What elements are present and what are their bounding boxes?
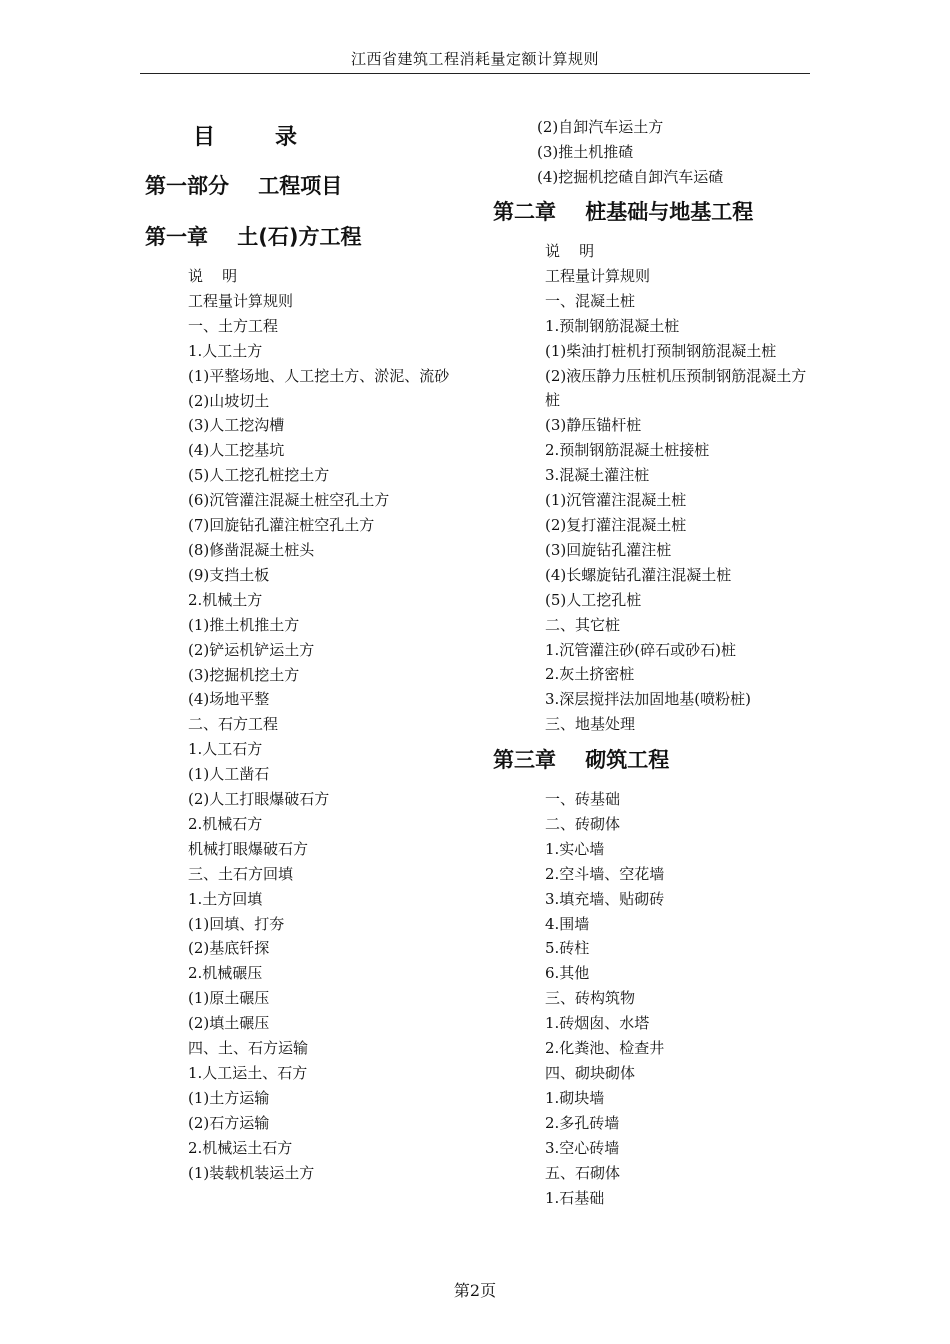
toc-entry: 二、砖砌体: [545, 814, 621, 833]
toc-entry: (3)回旋钻孔灌注桩: [545, 540, 672, 559]
toc-entry: (5)人工挖孔桩挖土方: [188, 466, 330, 485]
toc-entry: 说 明: [545, 242, 595, 260]
toc-entry: 一、砖基础: [545, 790, 621, 808]
toc-title: 目录: [193, 125, 358, 150]
toc-entry: 3.混凝土灌注桩: [545, 466, 650, 485]
toc-entry: (2)复打灌注混凝土桩: [545, 515, 687, 534]
chapter-2-item-list: [545, 239, 815, 737]
toc-entry: 2.机械石方: [188, 814, 263, 833]
toc-entry: 1.沉管灌注砂(碎石或砂石)桩: [545, 640, 737, 659]
chapter-2-title: 第二章 桩基础与地基工程: [493, 200, 754, 224]
toc-entry: 1.实心墙: [545, 839, 605, 858]
toc-entry: 2.多孔砖墙: [545, 1113, 620, 1132]
toc-entry: (2)基底钎探: [188, 939, 270, 958]
toc-entry: (2)山坡切土: [188, 391, 270, 410]
toc-entry: 3.空心砖墙: [545, 1138, 620, 1157]
toc-entry: 2.机械土方: [188, 590, 263, 609]
toc-entry: 三、土石方回填: [188, 864, 294, 883]
toc-entry: 工程量计算规则: [545, 266, 651, 285]
toc-entry: 5.砖柱: [545, 939, 590, 958]
toc-entry: (9)支挡土板: [188, 565, 270, 584]
toc-entry: (2)人工打眼爆破石方: [188, 790, 330, 809]
toc-entry: (3)人工挖沟槽: [188, 416, 285, 435]
toc-entry: 1.人工土方: [188, 341, 263, 360]
toc-entry: (2)液压静力压桩机压预制钢筋混凝土方桩: [545, 366, 807, 410]
toc-entry: (1)人工凿石: [188, 765, 270, 784]
toc-entry: (4)挖掘机挖碴自卸汽车运碴: [537, 167, 724, 186]
toc-entry: 3.填充墙、贴砌砖: [545, 889, 665, 908]
chapter-1-item-list-continued: [537, 115, 827, 190]
toc-entry: 2.机械碾压: [188, 964, 263, 983]
toc-entry: (1)原土碾压: [188, 989, 270, 1008]
toc-entry: 2.预制钢筋混凝土桩接桩: [545, 441, 710, 460]
toc-entry: (2)石方运输: [188, 1113, 270, 1132]
toc-entry: 1.砌块墙: [545, 1088, 605, 1107]
page-number: 第2页: [453, 1281, 497, 1300]
toc-entry: 一、混凝土桩: [545, 291, 636, 310]
toc-entry: 四、土、石方运输: [188, 1039, 309, 1058]
toc-entry: (6)沉管灌注混凝土桩空孔土方: [188, 491, 390, 510]
chapter-3-item-list: [545, 787, 815, 1210]
toc-entry: (8)修凿混凝土桩头: [188, 540, 315, 559]
toc-entry: (4)长螺旋钻孔灌注混凝土桩: [545, 565, 732, 584]
toc-entry: 一、土方工程: [188, 316, 279, 335]
toc-entry: (1)装载机装运土方: [188, 1163, 315, 1182]
toc-entry: (2)填土碾压: [188, 1014, 270, 1033]
chapter-1-item-list: [188, 264, 478, 1186]
toc-entry: (3)挖掘机挖土方: [188, 665, 300, 684]
toc-entry: 1.人工石方: [188, 740, 263, 759]
toc-entry: 1.人工运土、石方: [188, 1064, 308, 1082]
toc-entry: 说 明: [188, 267, 238, 285]
chapter-3-title: 第三章 砌筑工程: [493, 748, 670, 772]
toc-entry: 机械打眼爆破石方: [188, 839, 309, 858]
toc-entry: (2)自卸汽车运土方: [537, 118, 664, 136]
toc-entry: 三、砖构筑物: [545, 989, 636, 1008]
toc-entry: (3)静压锚杆桩: [545, 416, 642, 435]
toc-entry: 二、石方工程: [188, 715, 279, 734]
toc-entry: (1)沉管灌注混凝土桩: [545, 491, 687, 510]
chapter-1-title: 第一章 土(石)方工程: [145, 225, 362, 249]
running-header: 江西省建筑工程消耗量定额计算规则: [350, 50, 599, 68]
toc-entry: 工程量计算规则: [188, 291, 294, 310]
toc-entry: (4)人工挖基坑: [188, 441, 285, 460]
toc-entry: (5)人工挖孔桩: [545, 590, 642, 609]
part-title: 第一部分 工程项目: [145, 174, 343, 198]
toc-entry: (1)平整场地、人工挖土方、淤泥、流砂: [188, 366, 450, 385]
toc-entry: 2.机械运土石方: [188, 1138, 293, 1157]
toc-entry: 二、其它桩: [545, 615, 621, 634]
toc-entry: (1)推土机推土方: [188, 615, 300, 634]
toc-entry: 3.深层搅拌法加固地基(喷粉桩): [545, 690, 752, 709]
toc-entry: (7)回旋钻孔灌注桩空孔土方: [188, 516, 375, 535]
toc-entry: 2.灰土挤密桩: [545, 665, 635, 684]
toc-entry: 4.围墙: [545, 914, 590, 933]
toc-entry: 1.土方回填: [188, 889, 263, 908]
toc-entry: 四、砌块砌体: [545, 1063, 636, 1082]
toc-entry: 1.预制钢筋混凝土桩: [545, 316, 680, 335]
toc-entry: 三、地基处理: [545, 715, 636, 734]
toc-entry: (1)土方运输: [188, 1088, 270, 1107]
toc-entry: 2.空斗墙、空花墙: [545, 864, 665, 883]
toc-entry: 2.化粪池、检查井: [545, 1039, 665, 1058]
toc-entry: 五、石砌体: [545, 1163, 621, 1182]
toc-entry: (3)推土机推碴: [537, 142, 634, 161]
toc-entry: (1)回填、打夯: [188, 914, 285, 933]
toc-entry: 1.砖烟囱、水塔: [545, 1014, 650, 1033]
toc-entry: 1.石基础: [545, 1188, 605, 1207]
toc-entry: (4)场地平整: [188, 690, 270, 709]
toc-entry: 6.其他: [545, 964, 590, 983]
toc-entry: (1)柴油打桩机打预制钢筋混凝土桩: [545, 341, 777, 360]
header-rule: [140, 73, 810, 74]
toc-entry: (2)铲运机铲运土方: [188, 640, 315, 659]
